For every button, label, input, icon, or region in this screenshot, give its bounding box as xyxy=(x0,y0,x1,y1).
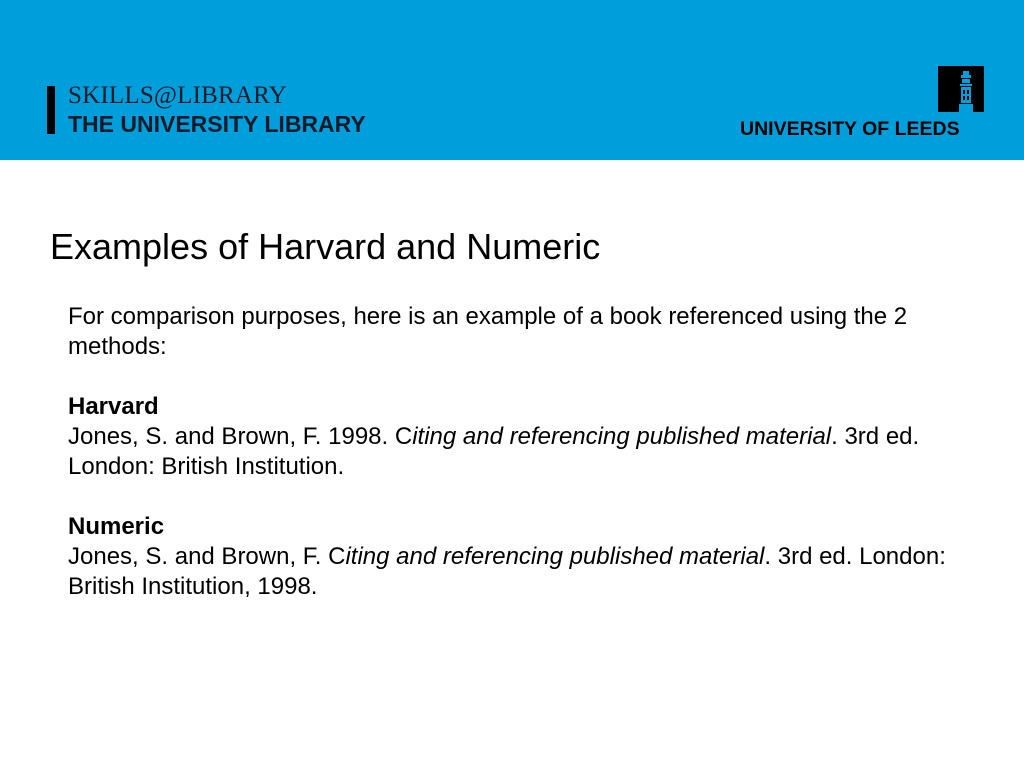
university-of-leeds-wordmark: UNIVERSITY OF LEEDS xyxy=(740,118,960,140)
numeric-heading: Numeric xyxy=(68,513,165,540)
harvard-ref-suffix: . 3rd ed. London: British Institution. xyxy=(68,423,920,480)
harvard-ref-title: iting and referencing published material xyxy=(412,423,832,450)
brand-university-library: THE UNIVERSITY LIBRARY xyxy=(68,111,366,137)
numeric-ref-title: iting and referencing published material xyxy=(345,543,765,570)
brand-bar xyxy=(47,86,55,134)
numeric-reference xyxy=(68,542,968,602)
slide-body xyxy=(68,302,968,602)
slide-title: Examples of Harvard and Numeric xyxy=(50,226,601,267)
harvard-ref-prefix: Jones, S. and Brown, F. 1998. C xyxy=(68,423,413,450)
parkinson-tower-crest-icon xyxy=(938,66,984,112)
brand-skills-library: SKILLS@LIBRARY xyxy=(68,82,287,109)
numeric-ref-suffix: . 3rd ed. London: British Institution, 1998. xyxy=(68,543,946,600)
numeric-ref-prefix: Jones, S. and Brown, F. C xyxy=(68,543,346,570)
header-banner xyxy=(0,0,1024,160)
harvard-heading: Harvard xyxy=(68,393,159,420)
intro-text: For comparison purposes, here is an example of a book referenced using the 2 methods: xyxy=(68,303,908,360)
spacer xyxy=(68,362,968,392)
spacer xyxy=(68,482,968,512)
harvard-reference xyxy=(68,422,968,482)
